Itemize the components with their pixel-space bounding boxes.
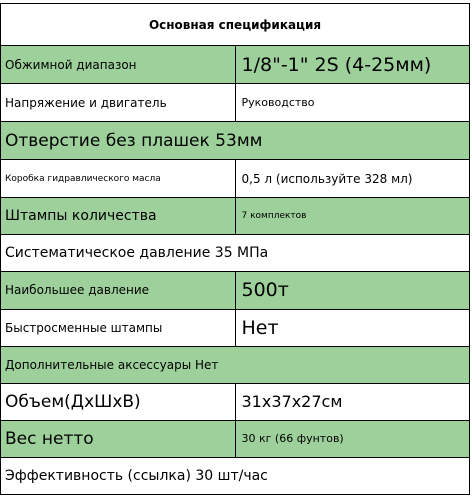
spec-value: 30 кг (66 фунтов) <box>235 420 470 457</box>
spec-label: Напряжение и двигатель <box>1 84 236 122</box>
spec-label: Коробка гидравлического масла <box>1 160 236 198</box>
spec-row <box>1 160 470 198</box>
spec-row <box>1 198 470 235</box>
spec-full-text: Дополнительные аксессуары Нет <box>1 346 470 383</box>
spec-label: Обжимной диапазон <box>1 46 236 84</box>
spec-value: 1/8"-1" 2S (4-25мм) <box>235 46 470 84</box>
spec-row <box>1 84 470 122</box>
spec-row <box>1 383 470 420</box>
spec-row <box>1 272 470 309</box>
spec-full-text: Систематическое давление 35 МПа <box>1 235 470 272</box>
spec-header-row <box>1 4 470 46</box>
spec-value: 500т <box>235 272 470 309</box>
spec-label: Наибольшее давление <box>1 272 236 309</box>
spec-value: Руководство <box>235 84 470 122</box>
spec-title: Основная спецификация <box>1 4 470 46</box>
spec-label: Объем(ДхШхВ) <box>1 383 236 420</box>
spec-row <box>1 420 470 457</box>
spec-row <box>1 235 470 272</box>
spec-row <box>1 122 470 160</box>
spec-label: Штампы количества <box>1 198 236 235</box>
spec-value: 0,5 л (используйте 328 мл) <box>235 160 470 198</box>
spec-value: 31x37x27см <box>235 383 470 420</box>
spec-full-text: Эффективность (ссылка) 30 шт/час <box>1 457 470 494</box>
spec-full-text: Отверстие без плашек 53мм <box>1 122 470 160</box>
spec-row <box>1 457 470 494</box>
spec-value: 7 комплектов <box>235 198 470 235</box>
spec-row <box>1 309 470 346</box>
spec-label: Быстросменные штампы <box>1 309 236 346</box>
spec-table <box>0 3 470 495</box>
spec-row <box>1 346 470 383</box>
spec-value: Нет <box>235 309 470 346</box>
spec-label: Вес нетто <box>1 420 236 457</box>
spec-row <box>1 46 470 84</box>
